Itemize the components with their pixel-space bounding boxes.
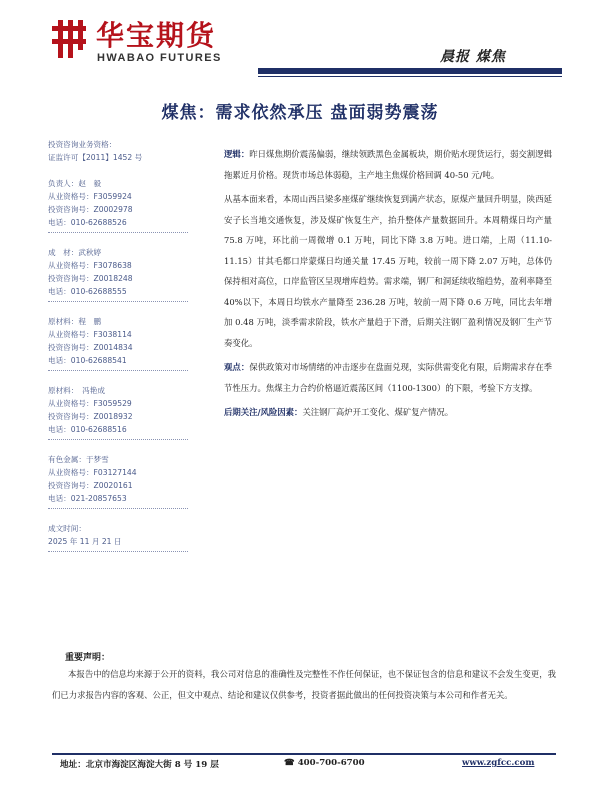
analyst-qualification: 从业资格号：F3038114 <box>48 330 132 339</box>
analyst-block <box>48 315 188 371</box>
analyst-consult-number: 投资咨询号：Z0018932 <box>48 412 133 421</box>
analyst-name: 原材料： 冯艳成 <box>48 386 105 395</box>
analyst-phone: 电话：010-62688526 <box>48 218 127 227</box>
report-date: 2025 年 11 月 21 日 <box>48 537 122 546</box>
analyst-block <box>48 177 188 233</box>
fundamentals-text: 从基本面来看，本周山西吕梁多座煤矿继续恢复到满产状态，原煤产量回升明显，陕西延安子长当地交通恢复，涉及煤矿恢复生产，抬升整体产量数据回升。本周精煤日均产量 75.8 万吨，环比前一周微增 0.1 万吨，同比下降 3.8 万吨。进口端，上周（11.10-11.15）甘其毛都口岸蒙煤日均通关量 17.45 万吨，较前一周下降 2.07 万吨，总体仍保持相对高位，口岸监管区呈现增库趋势。需求端，钢厂和洞延续收缩趋势，盈利率降至 40%以下，本周日均铁水产量降至 236.28 万吨，较前一周下降 0.6 万吨，同比去年增加 0.48 万吨，淡季需求阶段，铁水产量趋于下滑，后期关注钢厂盈利情况及钢厂生产节奏变化。 <box>224 194 552 348</box>
analyst-consult-number: 投资咨询号：Z0014834 <box>48 343 133 352</box>
report-title: 煤焦：需求依然承压 盘面弱势震荡 <box>161 103 439 123</box>
risk-label: 后期关注/风险因素： <box>224 407 303 417</box>
analyst-qualification: 从业资格号：F3078638 <box>48 261 132 270</box>
license-number: 证监许可【2011】1452 号 <box>48 153 143 162</box>
footer-website-link[interactable]: www.zgfcc.com <box>462 758 535 768</box>
analyst-consult-number: 投资咨询号：Z0018248 <box>48 274 133 283</box>
date-label: 成文时间： <box>48 524 86 533</box>
divider <box>48 551 188 552</box>
disclaimer-text: 本报告中的信息均来源于公开的资料，我公司对信息的准确性及完整性不作任何保证，也不保证包含的信息和建议不会发生变更，我们已力求报告内容的客观、公正，但文中观点、结论和建议仅供参考，投资者据此做出的任何投资决策与本公司和作者无关。 <box>52 669 556 700</box>
analyst-sidebar <box>48 138 188 565</box>
report-body <box>224 144 552 427</box>
footer-phone: ☎ 400-700-6700 <box>284 758 365 768</box>
analyst-phone: 电话：010-62688541 <box>48 356 127 365</box>
analyst-name: 成 材：武秋婷 <box>48 248 102 257</box>
analyst-phone: 电话：021-20857653 <box>48 494 127 503</box>
divider <box>48 508 188 509</box>
analyst-qualification: 从业资格号：F3059529 <box>48 399 132 408</box>
logic-label: 逻辑： <box>224 149 250 159</box>
logic-text: 昨日煤焦期价震荡偏弱，继续领跌黑色金属板块，期价贴水现货运行，弱交割逻辑拖累近月价格。现货市场总体弱稳，主产地主焦煤价格回调 40-50 元/吨。 <box>224 149 552 180</box>
fundamentals-paragraph <box>224 189 552 353</box>
risk-text: 关注钢厂高炉开工变化、煤矿复产情况。 <box>302 407 454 417</box>
logo-chinese-text: 华宝期货 <box>96 19 217 52</box>
logic-paragraph <box>224 144 552 185</box>
analyst-name: 负责人：赵 毅 <box>48 179 102 188</box>
disclaimer-title: 重要声明： <box>65 653 111 663</box>
header-rule-thin <box>258 76 562 77</box>
hwabao-logo-mark <box>52 20 86 58</box>
license-label: 投资咨询业务资格： <box>48 140 117 149</box>
analyst-name: 原材料：程 鹏 <box>48 317 102 326</box>
analyst-consult-number: 投资咨询号：Z0020161 <box>48 481 133 490</box>
view-label: 观点： <box>224 362 250 372</box>
license-block <box>48 138 188 164</box>
report-type-label: 晨报 煤焦 <box>440 49 506 65</box>
analyst-consult-number: 投资咨询号：Z0002978 <box>48 205 133 214</box>
view-paragraph <box>224 357 552 398</box>
divider <box>48 232 188 233</box>
analyst-block <box>48 453 188 509</box>
risk-paragraph <box>224 402 552 423</box>
analyst-qualification: 从业资格号：F3059924 <box>48 192 132 201</box>
footer-rule <box>52 753 556 755</box>
divider <box>48 370 188 371</box>
divider <box>48 439 188 440</box>
divider <box>48 301 188 302</box>
footer-address: 地址：北京市海淀区海淀大街 8 号 19 层 <box>60 760 219 770</box>
analyst-phone: 电话：010-62688516 <box>48 425 127 434</box>
analyst-block <box>48 384 188 440</box>
logo-english-text: HWABAO FUTURES <box>97 52 222 64</box>
analyst-qualification: 从业资格号：F03127144 <box>48 468 137 477</box>
analyst-name: 有色金属：于梦雪 <box>48 455 109 464</box>
analyst-block <box>48 246 188 302</box>
view-text: 保供政策对市场情绪的冲击逐步在盘面兑现，实际供需变化有限，后期需求存在季节性压力。焦煤主力合约价格逼近震荡区间（1100-1300）的下限，考验下方支撑。 <box>224 362 552 393</box>
date-block <box>48 522 188 552</box>
header-rule <box>258 68 562 74</box>
analyst-phone: 电话：010-62688555 <box>48 287 127 296</box>
